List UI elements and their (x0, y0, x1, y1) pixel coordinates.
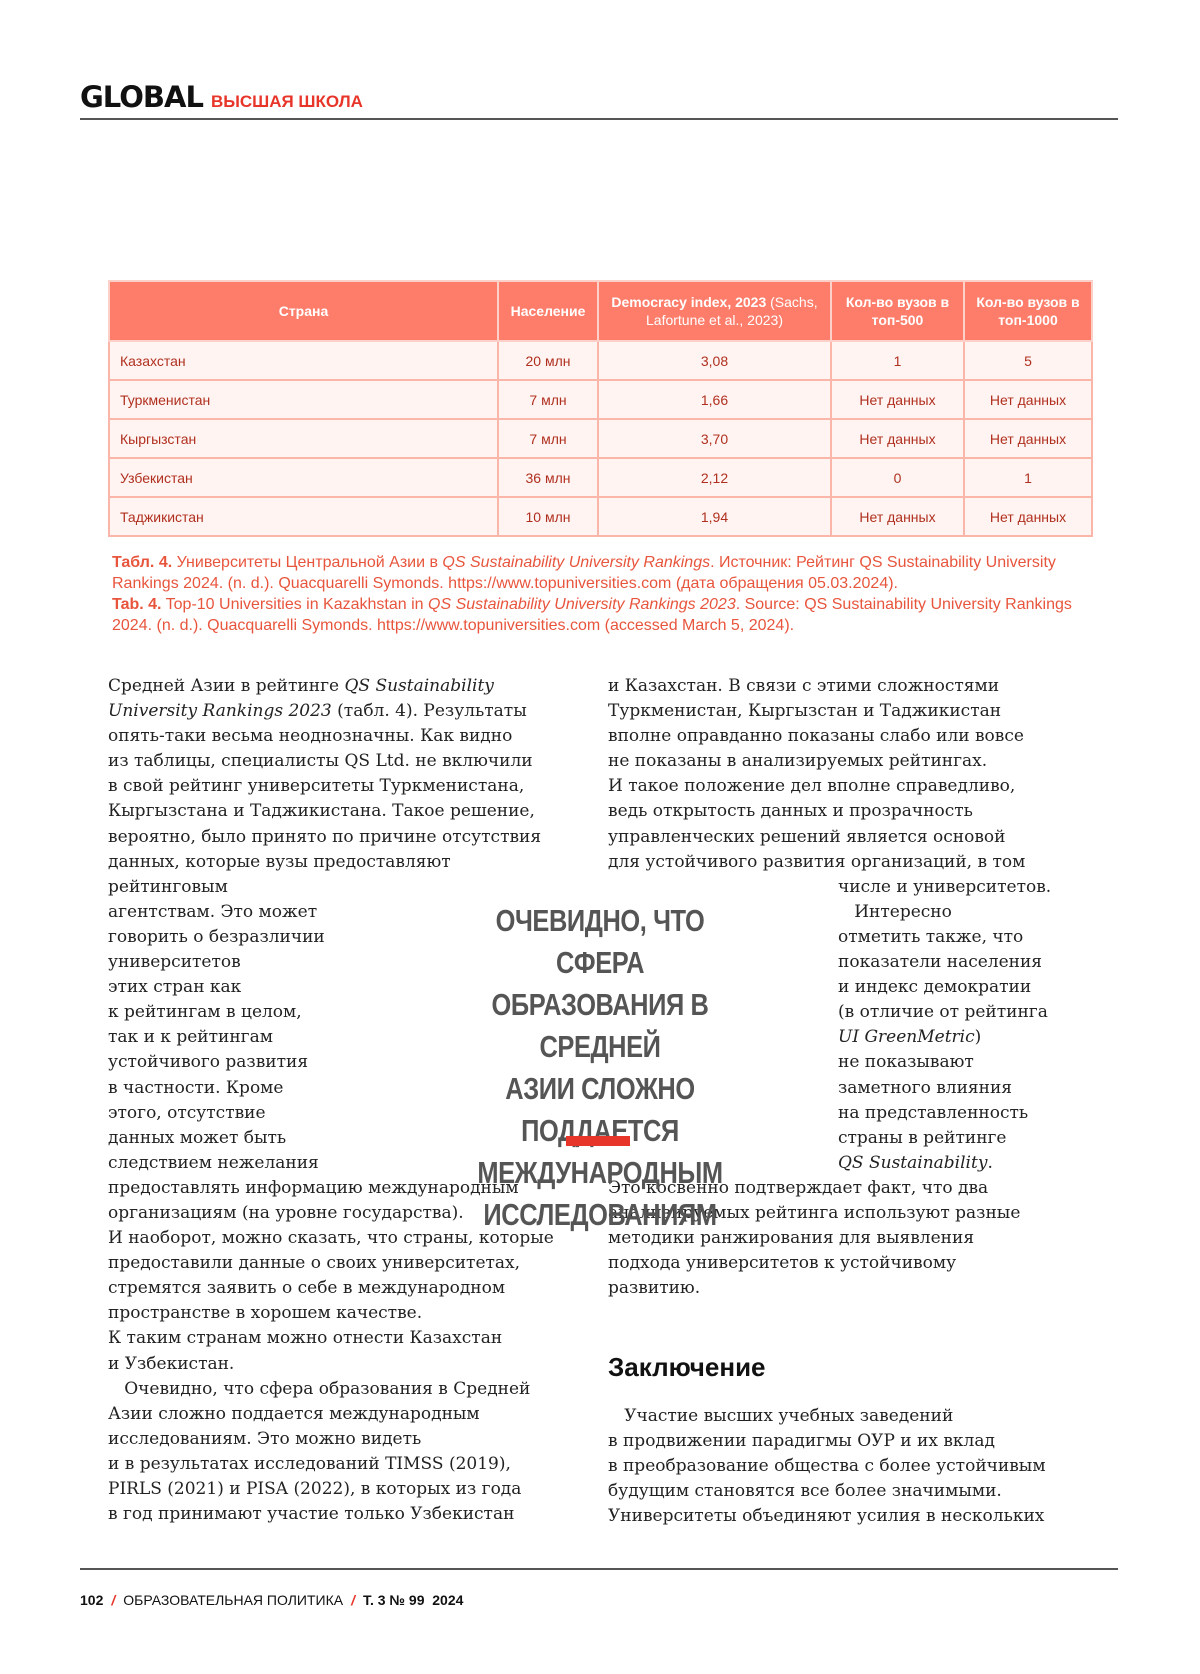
text-line: не показаны в анализируемых рейтингах. (608, 749, 1051, 774)
table-cell: Туркменистан (109, 380, 498, 419)
text-line: опять-таки весьма неоднозначны. Как видно (108, 724, 554, 749)
header-divider (80, 118, 1118, 120)
issue-info: Т. 3 № 99 2024 (363, 1592, 463, 1608)
text-line: К таким странам можно отнести Казахстан (108, 1326, 554, 1351)
text-line: пространстве в хорошем качестве. (108, 1301, 554, 1326)
text-line: развитию. (608, 1276, 1051, 1301)
table-cell: 1 (964, 458, 1092, 497)
table-cell: 7 млн (498, 419, 598, 458)
table-caption (112, 552, 1092, 636)
text-line: отметить также, что (608, 925, 1051, 950)
text-line: университетов (108, 950, 554, 975)
text-line: подхода университетов к устойчивому (608, 1251, 1051, 1276)
text-line: QS Sustainability. (608, 1151, 1051, 1176)
table-row (109, 497, 1092, 536)
text-line: числе и университетов. (608, 875, 1051, 900)
text-line: анализируемых рейтинга используют разные (608, 1201, 1051, 1226)
text-line: методики ранжирования для выявления (608, 1226, 1051, 1251)
table-row (109, 458, 1092, 497)
text-line: Туркменистан, Кыргызстан и Таджикистан (608, 699, 1051, 724)
text-line: в преобразование общества с более устойчивым (608, 1454, 1046, 1479)
col-democracy: Democracy index, 2023 (Sachs, Lafortune et al., 2023) (598, 281, 831, 341)
text-line: на представленность (608, 1101, 1051, 1126)
page-footer: 102 / ОБРАЗОВАТЕЛЬНАЯ ПОЛИТИКА / Т. 3 № 99 2024 (80, 1592, 463, 1608)
table-cell: Таджикистан (109, 497, 498, 536)
caption-en: Tab. 4. Top-10 Universities in Kazakhstan in QS Sustainability University Rankings 2023. Source: QS Sustainability University Rankings 2024. (n. d.). Quacquarelli Symonds. https://www.topuniversities.com (accessed March 5, 2024). (112, 594, 1092, 636)
text-line: И наоборот, можно сказать, что страны, которые (108, 1226, 554, 1251)
text-line: предоставлять информацию международным (108, 1176, 554, 1201)
text-line: говорить о безразличии (108, 925, 554, 950)
text-line: в свой рейтинг университеты Туркменистана, (108, 774, 554, 799)
table-cell: 20 млн (498, 341, 598, 380)
text-line: не показывают (608, 1050, 1051, 1075)
table-cell: 1,94 (598, 497, 831, 536)
text-line: заметного влияния (608, 1076, 1051, 1101)
col-country: Страна (109, 281, 498, 341)
text-line: предоставили данные о своих университетах, (108, 1251, 554, 1276)
pull-quote-accent-bar (566, 1136, 630, 1146)
text-line: UI GreenMetric) (608, 1025, 1051, 1050)
journal-name: ОБРАЗОВАТЕЛЬНАЯ ПОЛИТИКА (123, 1592, 343, 1608)
pull-quote-line: МЕЖДУНАРОДНЫМ (452, 1152, 747, 1194)
table-row (109, 380, 1092, 419)
text-line: данных может быть (108, 1126, 554, 1151)
pull-quote (452, 900, 747, 1236)
text-line: в год принимают участие только Узбекистан (108, 1502, 554, 1527)
text-line: и индекс демократии (608, 975, 1051, 1000)
text-line: Интересно (608, 900, 1051, 925)
table-cell: 10 млн (498, 497, 598, 536)
col-population: Население (498, 281, 598, 341)
table-cell: 1 (831, 341, 964, 380)
text-line: данных, которые вузы предоставляют (108, 850, 554, 875)
pull-quote-line: ИССЛЕДОВАНИЯМ (452, 1194, 747, 1236)
text-line: и в результатах исследований TIMSS (2019), (108, 1452, 554, 1477)
running-header (80, 80, 363, 114)
table-row (109, 341, 1092, 380)
table-cell: 1,66 (598, 380, 831, 419)
text-line: стремятся заявить о себе в международном (108, 1276, 554, 1301)
text-line: ведь открытость данных и прозрачность (608, 799, 1051, 824)
table-cell: Нет данных (831, 419, 964, 458)
conclusion-text (608, 1404, 1046, 1529)
table-cell: Кыргызстан (109, 419, 498, 458)
text-line: PIRLS (2021) и PISA (2022), в которых из года (108, 1477, 554, 1502)
text-line: управленческих решений является основой (608, 825, 1051, 850)
col-top1000: Кол-во вузов в топ-1000 (964, 281, 1092, 341)
pull-quote-line: АЗИИ СЛОЖНО ПОДДАЕТСЯ (452, 1068, 747, 1152)
text-line: Это косвенно подтверждает факт, что два (608, 1176, 1051, 1201)
table-cell: 36 млн (498, 458, 598, 497)
text-line: из таблицы, специалисты QS Ltd. не включили (108, 749, 554, 774)
text-line: в частности. Кроме (108, 1076, 554, 1101)
text-line: Азии сложно поддается международным (108, 1402, 554, 1427)
text-line: устойчивого развития (108, 1050, 554, 1075)
text-line: вполне оправданно показаны слабо или вовсе (608, 724, 1051, 749)
text-line: Университеты объединяют усилия в нескольких (608, 1504, 1046, 1529)
col-top500: Кол-во вузов в топ-500 (831, 281, 964, 341)
table-cell: 5 (964, 341, 1092, 380)
text-line: к рейтингам в целом, (108, 1000, 554, 1025)
footer-divider (80, 1568, 1118, 1570)
text-line: следствием нежелания (108, 1151, 554, 1176)
table-cell: 3,70 (598, 419, 831, 458)
text-line: так и к рейтингам (108, 1025, 554, 1050)
text-line: Кыргызстана и Таджикистана. Такое решение, (108, 799, 554, 824)
text-line: Очевидно, что сфера образования в Средней (108, 1377, 554, 1402)
universities-table (108, 280, 1093, 537)
caption-ru: Табл. 4. Университеты Центральной Азии в QS Sustainability University Rankings. Источник: Рейтинг QS Sustainability University Rankings 2024. (n. d.). Quacquarelli Symonds. https://www.topuniversities.com (дата обращения 05.03.2024). (112, 552, 1092, 594)
table-cell: 3,08 (598, 341, 831, 380)
text-line: для устойчивого развития организаций, в том (608, 850, 1051, 875)
table-cell: 2,12 (598, 458, 831, 497)
table-cell: Нет данных (964, 419, 1092, 458)
table-cell: Казахстан (109, 341, 498, 380)
text-line: этих стран как (108, 975, 554, 1000)
conclusion-heading: Заключение (608, 1352, 766, 1383)
text-line: рейтинговым (108, 875, 554, 900)
table-cell: 7 млн (498, 380, 598, 419)
table-cell: Узбекистан (109, 458, 498, 497)
table-cell: 0 (831, 458, 964, 497)
text-line: И такое положение дел вполне справедливо, (608, 774, 1051, 799)
text-line: организациям (на уровне государства). (108, 1201, 554, 1226)
table-cell: Нет данных (831, 497, 964, 536)
text-line: Участие высших учебных заведений (608, 1404, 1046, 1429)
pull-quote-line: ОЧЕВИДНО, ЧТО СФЕРА (452, 900, 747, 984)
text-line: будущим становятся все более значимыми. (608, 1479, 1046, 1504)
text-line: University Rankings 2023 (табл. 4). Результаты (108, 699, 554, 724)
table-cell: Нет данных (831, 380, 964, 419)
text-line: Средней Азии в рейтинге QS Sustainability (108, 674, 554, 699)
brand-title: GLOBAL (80, 80, 203, 114)
text-line: (в отличие от рейтинга (608, 1000, 1051, 1025)
text-line: вероятно, было принято по причине отсутствия (108, 825, 554, 850)
pull-quote-line: ОБРАЗОВАНИЯ В СРЕДНЕЙ (452, 984, 747, 1068)
table-cell: Нет данных (964, 380, 1092, 419)
text-line: и Узбекистан. (108, 1352, 554, 1377)
text-line: этого, отсутствие (108, 1101, 554, 1126)
text-line: страны в рейтинге (608, 1126, 1051, 1151)
page-number: 102 (80, 1592, 103, 1608)
table-cell: Нет данных (964, 497, 1092, 536)
text-line: агентствам. Это может (108, 900, 554, 925)
text-line: в продвижении парадигмы ОУР и их вклад (608, 1429, 1046, 1454)
text-line: показатели населения (608, 950, 1051, 975)
text-line: и Казахстан. В связи с этими сложностями (608, 674, 1051, 699)
table-row (109, 419, 1092, 458)
section-title: ВЫСШАЯ ШКОЛА (211, 92, 363, 112)
text-line: исследованиям. Это можно видеть (108, 1427, 554, 1452)
